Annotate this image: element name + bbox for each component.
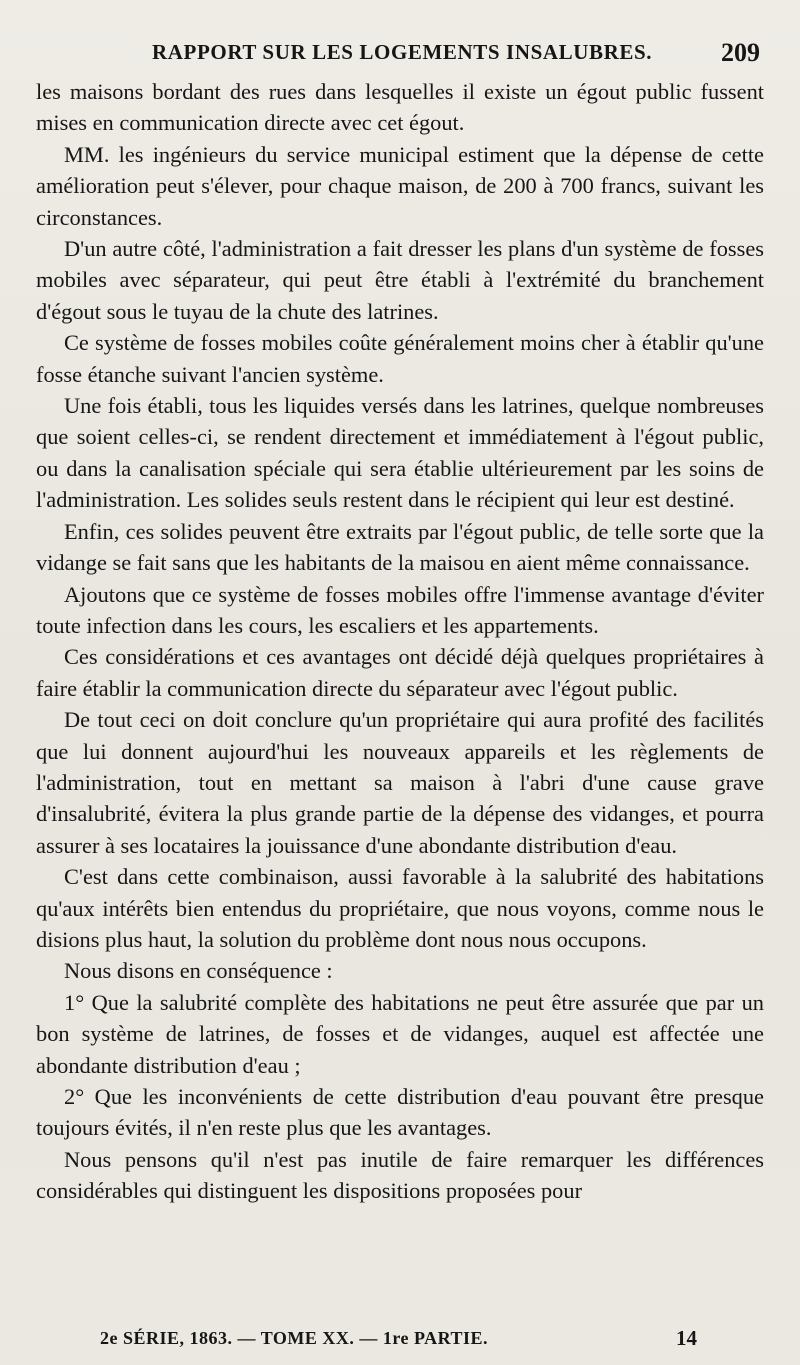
paragraph: Enfin, ces solides peuvent être extraits par l'égout public, de telle sorte que la vidange se fait sans que les habitants de la maisou en aient même connaissance. [36,518,764,576]
paragraph: 2° Que les inconvénients de cette distribution d'eau pouvant être presque toujours évités, il n'en reste plus que les avantages. [36,1084,764,1141]
page-footer [0,1326,800,1352]
paragraph: 1° Que la salubrité complète des habitations ne peut être assurée que par un bon système de latrines, de fosses et de vidanges, auquel est affectée une abondante distribution d'eau ; [36,989,764,1078]
signature-mark: 2e SÉRIE, 1863. — TOME XX. — 1re PARTIE. [100,1328,489,1348]
paragraph: Une fois établi, tous les liquides versés dans les latrines, quelque nombreuses que soient celles-ci, se rendent directement et immédiatement à l'égout public, ou dans la canalisation spéciale qui sera établie ultérieurement par les soins de l'administration. Les solides seuls restent dans le récipient qui leur est destiné. [36,393,764,513]
running-title: RAPPORT SUR LES LOGEMENTS INSALUBRES. [152,40,653,64]
paragraph: D'un autre côté, l'administration a fait dresser les plans d'un système de fosses mobiles avec séparateur, qui peut être établi à l'extrémité du branchement d'égout sous le tuyau de la chute des latrines. [36,236,764,324]
paragraph: C'est dans cette combinaison, aussi favorable à la salubrité des habitations qu'aux intérêts bien entendus du propriétaire, que nous voyons, comme nous le disions plus haut, la solution du problème dont nous nous occupons. [36,864,764,952]
paragraph: MM. les ingénieurs du service municipal estiment que la dépense de cette amélioration peut s'élever, pour chaque maison, de 200 à 700 francs, suivant les circonstances. [36,141,764,230]
paragraph: Ces considérations et ces avantages ont décidé déjà quelques propriétaires à faire établir la communication directe du séparateur avec l'égout public. [36,644,764,701]
paragraph: Ce système de fosses mobiles coûte généralement moins cher à établir qu'une fosse étanche suivant l'ancien système. [36,330,764,387]
body-text [36,76,764,1207]
paragraph: Nous pensons qu'il n'est pas inutile de faire remarquer les différences considérables qui distinguent les dispositions proposées pour [36,1146,764,1204]
paragraph: Nous disons en conséquence : [64,958,333,984]
page-header [0,38,800,68]
sheet-number: 14 [676,1326,697,1350]
paragraph: Ajoutons que ce système de fosses mobiles offre l'immense avantage d'éviter toute infection dans les cours, les escaliers et les appartements. [36,581,764,638]
page-number: 209 [721,38,760,67]
paragraph: les maisons bordant des rues dans lesquelles il existe un égout public fussent mises en communication directe avec cet égout. [36,79,764,136]
paragraph: De tout ceci on doit conclure qu'un propriétaire qui aura profité des facilités que lui donnent aujourd'hui les nouveaux appareils et les règlements de l'administration, tout en mettant sa maison à l'abri d'une cause grave d'insalubrité, évitera la plus grande partie de la dépense des vidanges, et pourra assurer à ses locataires la jouissance d'une abondante distribution d'eau. [36,707,764,858]
